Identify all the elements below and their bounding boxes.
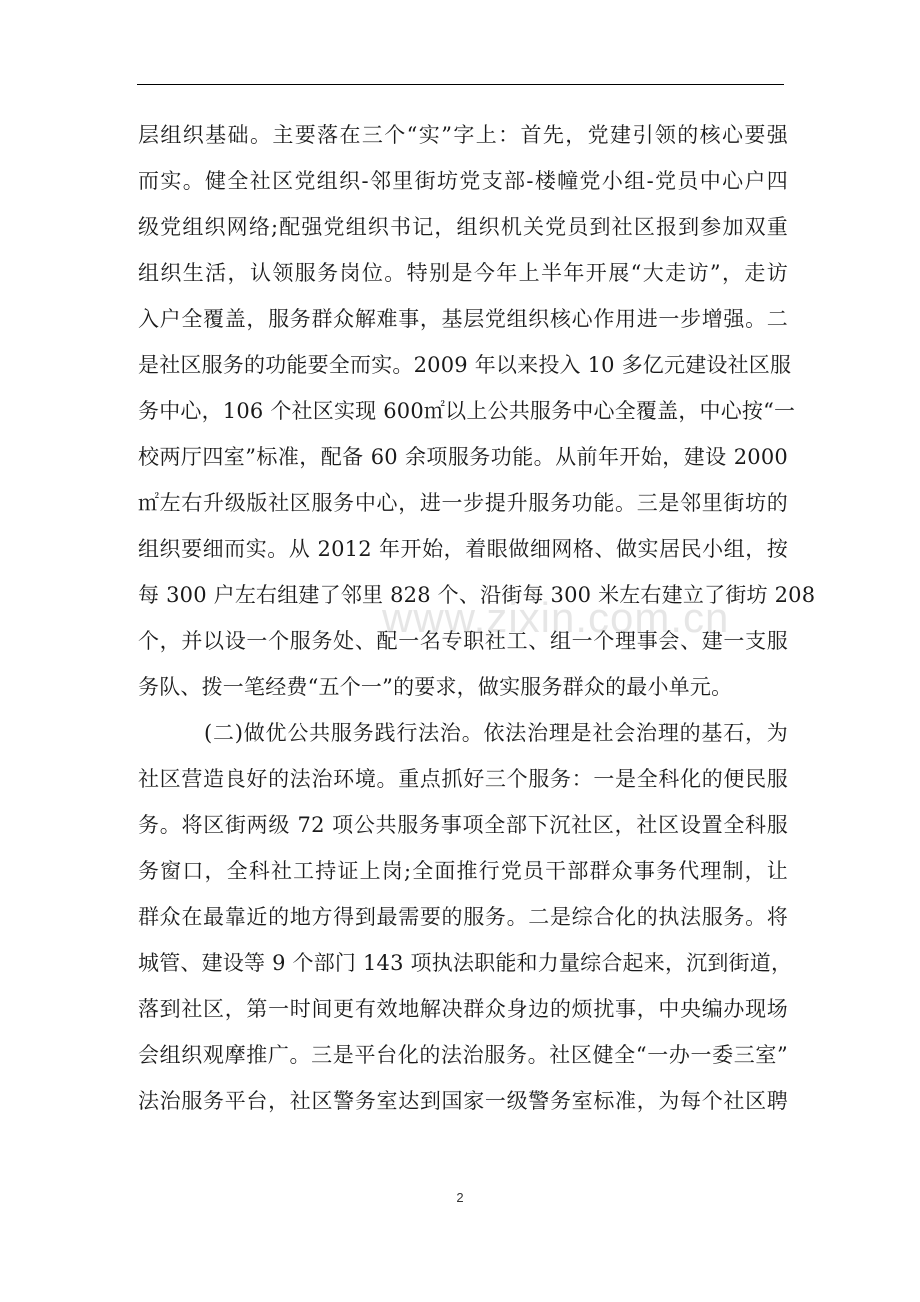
text-line: 法治服务平台，社区警务室达到国家一级警务室标准，为每个社区聘 <box>138 1089 788 1113</box>
text-line: 务。将区街两级 72 项公共服务事项全部下沉社区，社区设置全科服 <box>138 813 788 837</box>
document-body <box>138 112 816 1124</box>
text-line: 城管、建设等 9 个部门 143 项执法职能和力量综合起来，沉到街道， <box>138 951 793 975</box>
text-line: 组织要细而实。从 2012 年开始，着眼做细网格、做实居民小组，按 <box>138 537 788 561</box>
text-line: 社区营造良好的法治环境。重点抓好三个服务：一是全科化的便民服 <box>138 767 788 791</box>
text-line: 层组织基础。主要落在三个“实”字上：首先，党建引领的核心要强 <box>138 123 788 147</box>
text-line: ㎡左右升级版社区服务中心，进一步提升服务功能。三是邻里街坊的 <box>138 491 788 515</box>
text-line: 校两厅四室”标准，配备 60 余项服务功能。从前年开始，建设 2000 <box>138 445 788 469</box>
paragraph <box>138 112 816 710</box>
text-line: 个，并以设一个服务处、配一名专职社工、组一个理事会、建一支服 <box>138 629 788 653</box>
text-line: 群众在最靠近的地方得到最需要的服务。二是综合化的执法服务。将 <box>138 905 788 929</box>
text-line: 落到社区，第一时间更有效地解决群众身边的烦扰事，中央编办现场 <box>138 997 788 1021</box>
text-line: 组织生活，认领服务岗位。特别是今年上半年开展“大走访”，走访 <box>138 261 788 285</box>
text-line: 务队、拨一笔经费“五个一”的要求，做实服务群众的最小单元。 <box>138 675 733 699</box>
text-line: 级党组织网络;配强党组织书记，组织机关党员到社区报到参加双重 <box>138 215 788 239</box>
text-line: 会组织观摩推广。三是平台化的法治服务。社区健全“一办一委三室” <box>138 1043 788 1067</box>
page-number: 2 <box>456 1190 464 1205</box>
text-line: 是社区服务的功能要全而实。2009 年以来投入 10 多亿元建设社区服 <box>138 353 792 377</box>
text-line: (二)做优公共服务践行法治。依法治理是社会治理的基石，为 <box>204 721 788 745</box>
text-line: 务中心，106 个社区实现 600㎡以上公共服务中心全覆盖，中心按“一 <box>138 399 796 423</box>
text-line: 入户全覆盖，服务群众解难事，基层党组织核心作用进一步增强。二 <box>138 307 788 331</box>
text-line: 而实。健全社区党组织-邻里街坊党支部-楼幢党小组-党员中心户四 <box>138 169 788 193</box>
text-line: 务窗口，全科社工持证上岗;全面推行党员干部群众事务代理制，让 <box>138 859 788 883</box>
paragraph <box>138 710 793 1124</box>
text-line: 每 300 户左右组建了邻里 828 个、沿街每 300 米左右建立了街坊 208 <box>138 583 816 607</box>
header-rule <box>137 84 784 85</box>
watermark: www.zixin.com.cn <box>382 594 730 641</box>
